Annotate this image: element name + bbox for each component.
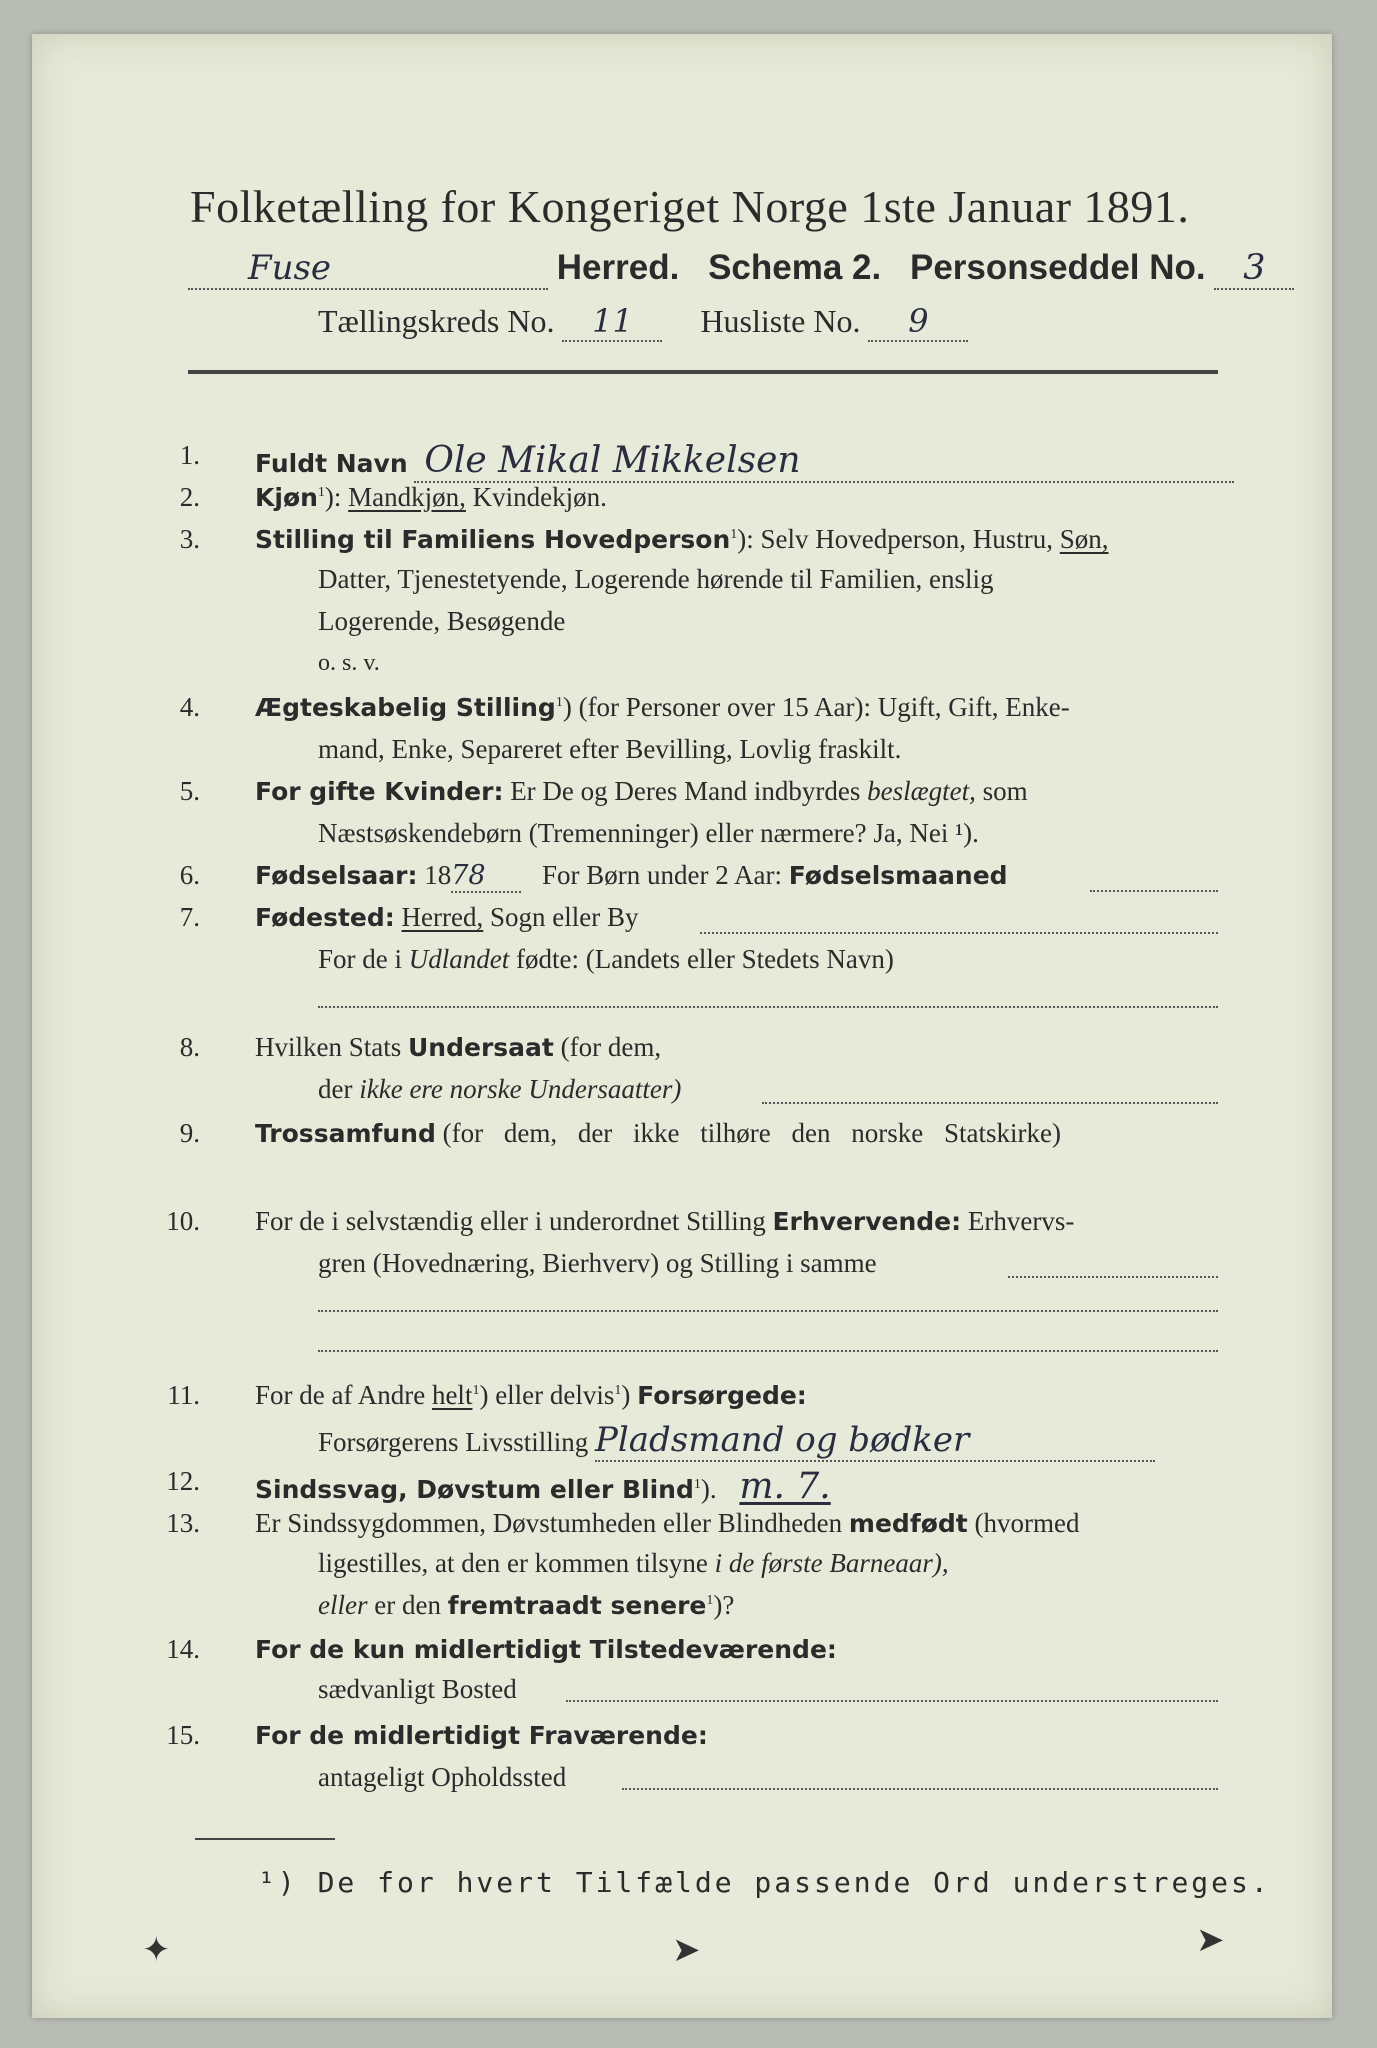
q7-dotline1 (700, 932, 1218, 934)
q6-dotline (1090, 890, 1218, 892)
herred-label: Herred. (556, 248, 680, 287)
schema-label: Schema 2. (708, 248, 882, 287)
q10-line1 (255, 1206, 1074, 1237)
q7-line2-c: fødte: (Landets eller Stedets Navn) (516, 944, 894, 974)
q3-line1: Stilling til Familiens Hovedperson$^1$): Selv Hovedperson, Hustru, Søn, (255, 524, 1109, 554)
husliste-value: 9 (868, 302, 968, 342)
q14-line1 (255, 1634, 837, 1665)
q3-number: 3. (179, 524, 200, 554)
q10-text-b: Erhvervende: (772, 1207, 962, 1236)
q10-text-a: For de i selvstændig eller i underordnet Stilling (255, 1206, 766, 1236)
q14-line2: sædvanligt Bosted (318, 1674, 517, 1704)
q1-label: Fuldt Navn (255, 449, 408, 478)
q12-number: 12. (166, 1466, 200, 1496)
q6-number: 6. (179, 860, 200, 890)
q5-text-b: beslægtet, (867, 776, 976, 806)
q9-rest: (for dem, der ikke tilhøre den norske Statskirke) (442, 1118, 1061, 1148)
herred-value: Fuse (188, 248, 548, 290)
q14-dotline (566, 1700, 1218, 1702)
q3-sup: 1 (730, 527, 738, 542)
registration-mark-left-icon: ✦ (142, 1932, 171, 1969)
q11-text-c: ) (621, 1380, 631, 1410)
q6-prefix: 18 (424, 860, 452, 890)
q11-line2-label: Forsørgerens Livsstilling (318, 1427, 589, 1457)
q8-text-a: Hvilken Stats (255, 1032, 402, 1062)
q6-label2: Fødselsmaaned (788, 861, 1008, 890)
q3-line3: Logerende, Besøgende (318, 606, 566, 636)
q5-text-c: som (982, 776, 1028, 806)
q7-number: 7. (179, 902, 200, 932)
q4-line1: Ægteskabelig Stilling$^1$) (for Personer over 15 Aar): Ugift, Gift, Enke- (255, 692, 1070, 722)
q7-dotline2 (318, 1006, 1218, 1008)
q13-text-b: medfødt (848, 1509, 968, 1538)
q3-options-a: Selv Hovedperson, Hustru, (760, 524, 1053, 554)
q5-label: For gifte Kvinder: (255, 777, 504, 806)
q8-line2-a: der (318, 1074, 353, 1104)
husliste-label: Husliste No. (700, 303, 861, 339)
q15-label: For de midlertidigt Fraværende: (255, 1721, 708, 1750)
header-rule (188, 370, 1218, 374)
q11-sup1: 1 (472, 1383, 480, 1398)
q11-line1 (255, 1380, 807, 1411)
q7-rest: Sogn eller By (489, 902, 639, 932)
q8-dotline (762, 1102, 1218, 1104)
q15-dotline (622, 1788, 1218, 1790)
q10-line2: gren (Hovednæring, Bierhverv) og Stilling i samme (318, 1248, 877, 1278)
q8-text-c: (for dem, (560, 1032, 662, 1062)
q1-value: Ole Mikal Mikkelsen (414, 440, 1234, 483)
q13-text-a: Er Sindssygdommen, Døvstumheden eller Blindheden (255, 1508, 843, 1538)
q11-text-b: ) eller delvis (479, 1380, 615, 1410)
q5-number: 5. (179, 776, 200, 806)
q9-label: Trossamfund (255, 1119, 436, 1148)
q7-label: Fødested: (255, 903, 395, 932)
q8-line2-b: ikke ere norske Undersaatter) (359, 1074, 682, 1104)
q7-herred: Herred, (401, 902, 484, 932)
q5-line2: Næstsøskendebørn (Tremenninger) eller nærmere? Ja, Nei ¹). (318, 818, 979, 848)
q9-line (255, 1118, 1061, 1149)
q13-line3-a: eller (318, 1590, 368, 1620)
q11-helt: helt (431, 1380, 473, 1410)
q8-text-b: Undersaat (408, 1033, 554, 1062)
q13-line3-d: )? (713, 1590, 735, 1620)
q5-text-a: Er De og Deres Mand indbyrdes (510, 776, 861, 806)
q11-text-a: For de af Andre (255, 1380, 426, 1410)
q4-text-a: (for Personer over 15 Aar): Ugift, Gift, Enke- (578, 692, 1070, 722)
q8-number: 8. (179, 1032, 200, 1062)
q7-line2-a: For de i (318, 944, 402, 974)
q7-line2-b: Udlandet (408, 944, 510, 974)
q11-value: Pladsmand og bødker (595, 1420, 1155, 1462)
q1-number: 1. (179, 440, 200, 470)
q12-value: m. 7. (739, 1466, 831, 1507)
q4-line2: mand, Enke, Separeret efter Bevilling, Lovlig fraskilt. (318, 734, 902, 764)
q13-line3-b: er den (374, 1590, 441, 1620)
q10-dotline3 (318, 1350, 1218, 1352)
q13-text-c: (hvormed (974, 1508, 1080, 1538)
q13-number: 13. (166, 1508, 200, 1538)
header-kreds-line (318, 302, 968, 342)
q11-label: Forsørgede: (637, 1381, 807, 1410)
q11-line2 (318, 1420, 1155, 1462)
q2-sup: 1 (317, 485, 325, 500)
q11-sup2: 1 (614, 1383, 622, 1398)
q13-sup: 1 (706, 1593, 714, 1608)
q4-sup: 1 (555, 695, 563, 710)
q15-line1 (255, 1720, 708, 1751)
q5-line1 (255, 776, 1028, 807)
q7-line2 (318, 944, 894, 975)
q3-line4: o. s. v. (318, 650, 380, 676)
q4-label: Ægteskabelig Stilling (255, 693, 556, 722)
q6-value: 78 (451, 860, 521, 893)
q2-label: Kjøn (255, 483, 318, 512)
q6-label: Fødselsaar: (255, 861, 418, 890)
q13-line2 (318, 1548, 949, 1579)
q14-label: For de kun midlertidigt Tilstedeværende: (255, 1635, 837, 1664)
q12-label: Sindssvag, Døvstum eller Blind (255, 1475, 694, 1504)
q11-number: 11. (167, 1380, 200, 1410)
q7-line1 (255, 902, 638, 933)
footnote-rule (195, 1838, 335, 1840)
q4-number: 4. (179, 692, 200, 722)
q1-line (255, 440, 1234, 483)
q13-line2-b: i de første Barneaar), (714, 1548, 949, 1578)
q9-number: 9. (179, 1118, 200, 1148)
registration-mark-right-icon: ➤ (1196, 1922, 1225, 1959)
q6-line (255, 860, 1008, 893)
q10-number: 10. (166, 1206, 200, 1236)
q13-line1 (255, 1508, 1079, 1539)
q2-number: 2. (179, 482, 200, 512)
q3-option-son: Søn, (1059, 524, 1109, 554)
q13-line2-a: ligestilles, at den er kommen tilsyne (318, 1548, 708, 1578)
q10-text-c: Erhvervs- (967, 1206, 1075, 1236)
q13-line3-c: fremtraadt senere (447, 1591, 707, 1620)
q12-end: ). (700, 1474, 717, 1504)
q2-option-female: Kvindekjøn. (472, 482, 607, 512)
q2-line: Kjøn$^1$): Mandkjøn, Kvindekjøn. (255, 482, 607, 512)
footnote: ¹) De for hvert Tilfælde passende Ord understreges. (258, 1866, 1271, 1899)
q2-option-male: Mandkjøn, (348, 482, 466, 512)
q10-dotline1 (1008, 1276, 1218, 1278)
q12-sup: 1 (693, 1477, 701, 1492)
q15-number: 15. (166, 1720, 200, 1750)
personseddel-label: Personseddel No. (909, 248, 1206, 287)
q6-rest: For Børn under 2 Aar: (542, 860, 782, 890)
header-herred-line (188, 248, 1294, 290)
personseddel-value: 3 (1214, 248, 1294, 290)
q14-number: 14. (166, 1634, 200, 1664)
kreds-value: 11 (562, 302, 662, 342)
form-title: Folketælling for Kongeriget Norge 1ste Januar 1891. (190, 181, 1190, 232)
q8-line1 (255, 1032, 661, 1063)
q8-line2 (318, 1074, 681, 1105)
q3-line2: Datter, Tjenestetyende, Logerende hørende til Familien, enslig (318, 564, 994, 594)
kreds-label: Tællingskreds No. (318, 303, 555, 339)
q12-line (255, 1466, 831, 1507)
q13-line3 (318, 1590, 734, 1621)
registration-mark-center-icon: ➤ (672, 1932, 701, 1969)
q3-label: Stilling til Familiens Hovedperson (255, 525, 731, 554)
q15-line2: antageligt Opholdssted (318, 1762, 567, 1792)
q10-dotline2 (318, 1310, 1218, 1312)
